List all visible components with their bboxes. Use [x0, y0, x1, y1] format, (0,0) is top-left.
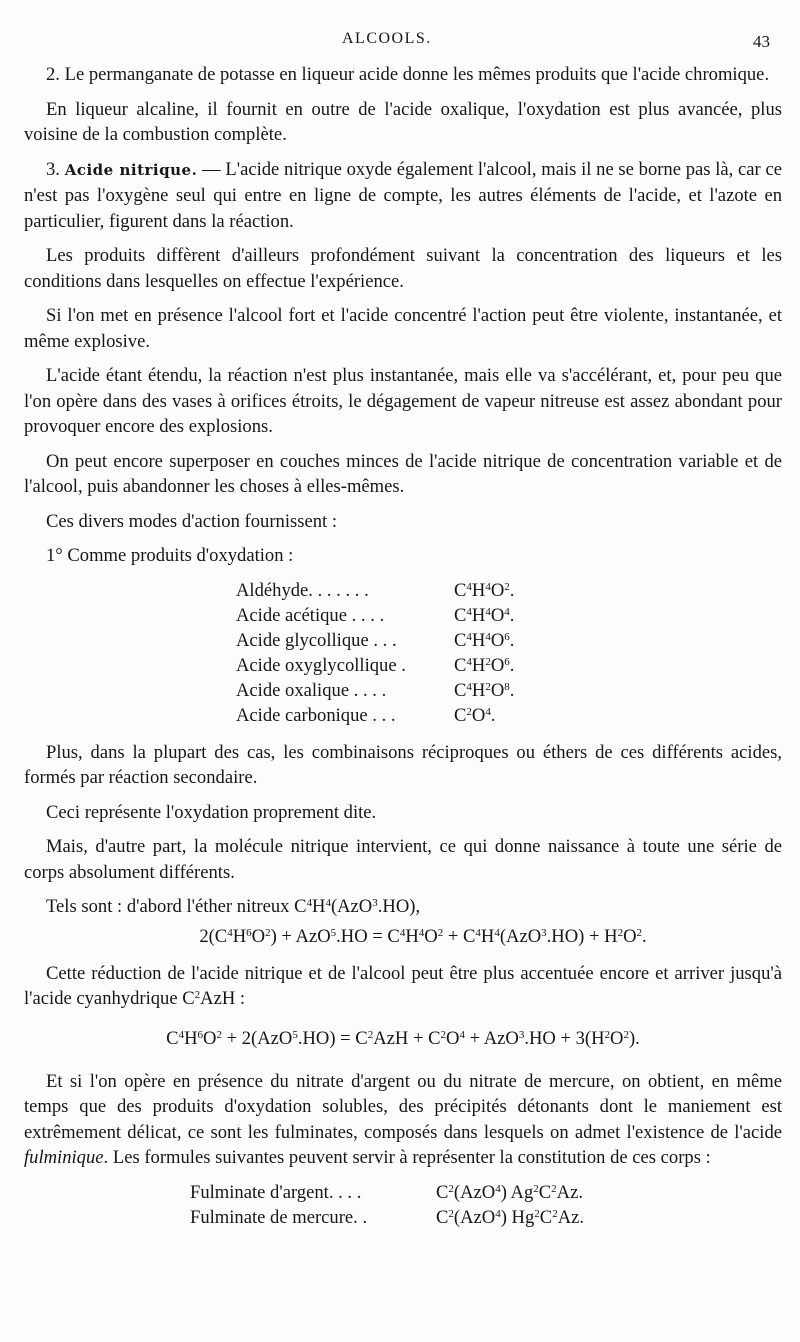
paragraph-ether-nitreux: Tels sont : d'abord l'éther nitreux $C^4H^4(AzO^3.HO)$,: [46, 896, 421, 917]
paragraph-reduction: Cette réduction de l'acide nitrique et de l'alcool peut être plus accentuée encore et arriver jusqu'à l'acide cyanhydrique $C^2AzH$ :: [24, 962, 782, 1009]
product-name: Acide oxalique . . . .: [236, 679, 387, 701]
product-formula: $C^4H^2O^6$.: [454, 654, 515, 676]
list-item: [236, 703, 782, 728]
list-item: [236, 603, 782, 628]
paragraph-permanganate: 2. Le permanganate de potasse en liqueur acide donne les mêmes produits que l'acide chromique.: [46, 64, 770, 85]
fulminate-name: Fulminate de mercure. .: [190, 1206, 368, 1228]
fulminate-name: Fulminate d'argent. . . .: [190, 1181, 362, 1203]
paragraph-couches-minces: On peut encore superposer en couches minces de l'acide nitrique de concentration variable et de l'alcool, puis abandonner les choses à elles-mêmes.: [24, 450, 782, 497]
list-item: [190, 1180, 782, 1205]
equation-acide-cyanhydrique: $C^4H^6O^2 + 2(AzO^5.HO) = C^2AzH + C^2O^4 + AzO^3.HO + 3(H^2O^2)$.: [166, 1027, 640, 1049]
list-item: [236, 678, 782, 703]
product-formula: $C^4H^4O^4$.: [454, 604, 515, 626]
paragraph-modes-action: Ces divers modes d'action fournissent :: [46, 510, 337, 532]
paragraph-acide-etendu: L'acide étant étendu, la réaction n'est plus instantanée, mais elle va s'accélérant, et, pour peu que l'on opère dans des vases à orifices étroits, le dégagement de vapeur nitreuse est assez abondant pour provoquer encore des explosions.: [24, 365, 782, 437]
paragraph-liqueur-alcaline: En liqueur alcaline, il fournit en outre de l'acide oxalique, l'oxydation est plus avancée, plus voisine de la combustion complète.: [24, 98, 782, 145]
list-item: [236, 653, 782, 678]
equation-ether-nitreux: $2(C^4H^6O^2) + AzO^5.HO = C^4H^4O^2 + C^4H^4(AzO^3.HO) + H^2O^2$.: [199, 925, 647, 947]
product-name: Aldéhyde. . . . . . .: [236, 579, 369, 601]
fulminates-list: [190, 1180, 782, 1230]
list-item: [236, 578, 782, 603]
fulminate-formula: $C^2(AzO^4)$ $Ag^2C^2Az$.: [436, 1181, 584, 1203]
paragraph-fulminates: Et si l'on opère en présence du nitrate d'argent ou du nitrate de mercure, on obtient, en même temps que des produits d'oxydation solubles, des précipités détonants dont le maniement est extrêmement délicat, ce sont les fulminates, composés dans lesquels on admet l'existence de l'acide fulminique. Les formules suivantes peuvent servir à représenter la constitution de ces corps :: [24, 1070, 782, 1168]
product-name: Acide carbonique . . .: [236, 704, 396, 726]
section-number: 3.: [46, 158, 60, 180]
page-body: [24, 62, 782, 1230]
paragraph-produits: Les produits diffèrent d'ailleurs profondément suivant la concentration des liqueurs et les conditions dans lesquelles on effectue l'expérience.: [24, 245, 782, 292]
section-text: — L'acide nitrique oxyde également l'alcool, mais il ne se borne pas là, car ce n'est pas l'oxygène seul qui entre en ligne de compte, les autres éléments de l'acide, et l'azote en particulier, figurent dans la réaction.: [24, 158, 782, 232]
list-item: [236, 628, 782, 653]
product-formula: $C^4H^2O^8$.: [454, 679, 515, 701]
paragraph-oxydation-proprement: Ceci représente l'oxydation proprement dite.: [46, 801, 377, 823]
product-name: Acide acétique . . . .: [236, 604, 385, 626]
section-title: Acide nitrique.: [64, 160, 198, 179]
paragraph-molecule-nitrique: Mais, d'autre part, la molécule nitrique intervient, ce qui donne naissance à toute une série de corps absolument différents.: [24, 836, 782, 883]
page-header: [0, 30, 800, 54]
running-head: ALCOOLS.: [342, 30, 432, 47]
fulminate-formula: $C^2(AzO^4)$ $Hg^2C^2Az$.: [436, 1206, 585, 1228]
list-item: [190, 1205, 782, 1230]
product-formula: $C^4H^4O^2$.: [454, 579, 515, 601]
paragraph-alcool-fort: Si l'on met en présence l'alcool fort et l'acide concentré l'action peut être violente, instantanée, et même explosive.: [24, 305, 782, 352]
product-name: Acide glycollique . . .: [236, 629, 397, 651]
section-acide-nitrique: [24, 157, 782, 235]
oxidation-products-list: [236, 578, 782, 728]
product-name: Acide oxyglycollique .: [236, 654, 406, 676]
product-formula: $C^4H^4O^6$.: [454, 629, 515, 651]
page-number: 43: [753, 32, 770, 51]
product-formula: $C^2O^4$.: [454, 704, 496, 726]
paragraph-produits-oxydation: 1° Comme produits d'oxydation :: [46, 545, 294, 566]
paragraph-combinaisons: Plus, dans la plupart des cas, les combinaisons réciproques ou éthers de ces différents acides, formés par réaction secondaire.: [24, 741, 782, 788]
